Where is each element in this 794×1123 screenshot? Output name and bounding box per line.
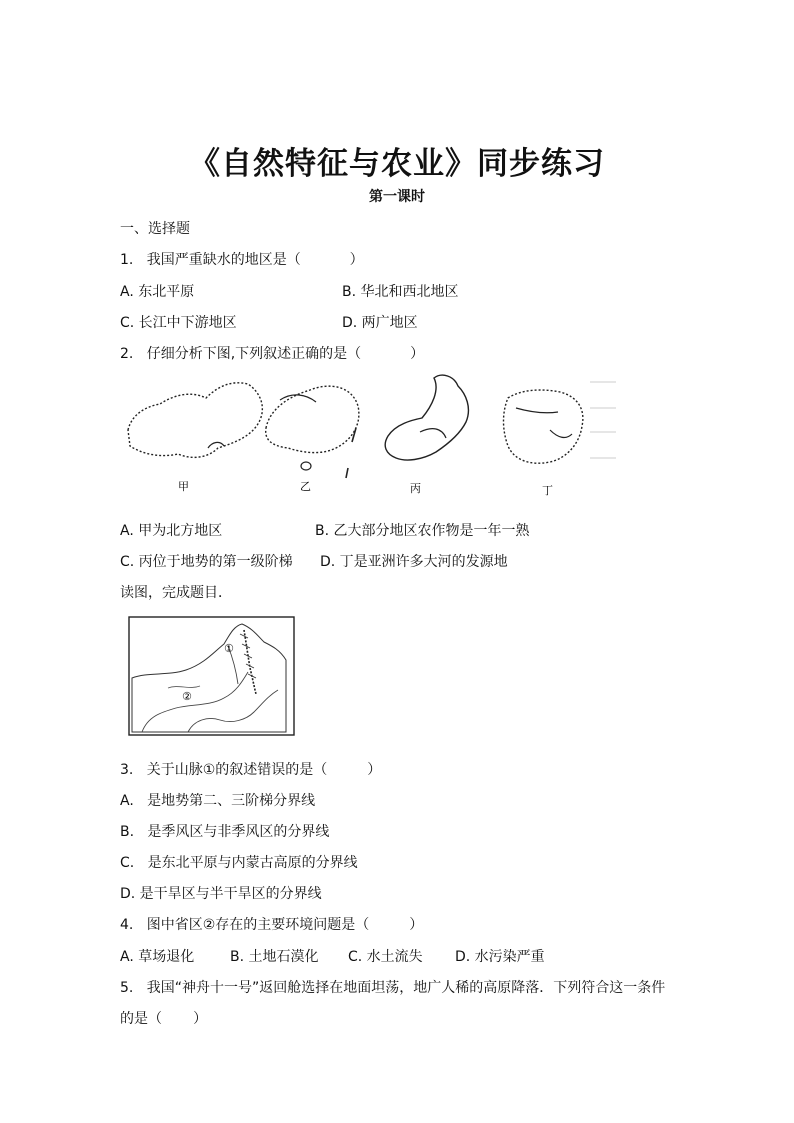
question-2-option-c: C. 丙位于地势的第一级阶梯 [120, 554, 293, 570]
region-outline-maps [120, 368, 620, 500]
question-2-option-a: A. 甲为北方地区 [120, 523, 223, 539]
map-label-ding: 丁 [542, 484, 553, 497]
question-4-option-d: D. 水污染严重 [455, 949, 545, 965]
region-map-ding [504, 382, 617, 463]
question-3-option-c: C. 是东北平原与内蒙古高原的分界线 [120, 855, 358, 871]
question-3-option-b: B. 是季风区与非季风区的分界线 [120, 824, 330, 840]
section-heading: 一、选择题 [120, 221, 190, 237]
read-map-prompt: 读图，完成题目． [120, 585, 232, 601]
question-2-option-b: B. 乙大部分地区农作物是一年一熟 [315, 523, 530, 539]
map-label-yi: 乙 [300, 480, 311, 493]
question-1-option-b: B. 华北和西北地区 [342, 284, 459, 300]
question-2-stem: 2. 仔细分析下图,下列叙述正确的是（ ） [120, 346, 425, 362]
question-4-option-c: C. 水土流失 [348, 949, 423, 965]
map-label-jia: 甲 [178, 480, 189, 493]
question-2-option-d: D. 丁是亚洲许多大河的发源地 [320, 554, 508, 570]
question-4-option-a: A. 草场退化 [120, 949, 195, 965]
question-4-stem: 4. 图中省区②存在的主要环境问题是（ ） [120, 917, 424, 933]
question-1-option-c: C. 长江中下游地区 [120, 315, 237, 331]
question-4-option-b: B. 土地石漠化 [230, 949, 319, 965]
question-1-option-a: A. 东北平原 [120, 284, 195, 300]
question-3-option-d: D. 是干旱区与半干旱区的分界线 [120, 886, 322, 902]
question-3-stem: 3. 关于山脉①的叙述错误的是（ ） [120, 762, 382, 778]
region-map-yi [266, 386, 359, 478]
question-5-stem: 5. 我国“神舟十一号”返回舱选择在地面坦荡，地广人稀的高原降落．下列符合这一条件 [120, 980, 666, 996]
question-1-stem: 1. 我国严重缺水的地区是（ ） [120, 252, 364, 268]
map-label-bing: 丙 [410, 482, 421, 495]
page-subtitle: 第一课时 [369, 189, 425, 205]
region-map-jia [128, 383, 262, 458]
map-marker-2: ② [182, 690, 192, 703]
question-1-option-d: D. 两广地区 [342, 315, 418, 331]
page-title: 《自然特征与农业》同步练习 [189, 146, 605, 182]
region-map-bing [385, 375, 468, 460]
question-5-stem-continued: 的是（ ） [120, 1011, 208, 1027]
china-north-map [128, 616, 295, 736]
map-marker-1: ① [224, 642, 234, 655]
question-3-option-a: A. 是地势第二、三阶梯分界线 [120, 793, 316, 809]
